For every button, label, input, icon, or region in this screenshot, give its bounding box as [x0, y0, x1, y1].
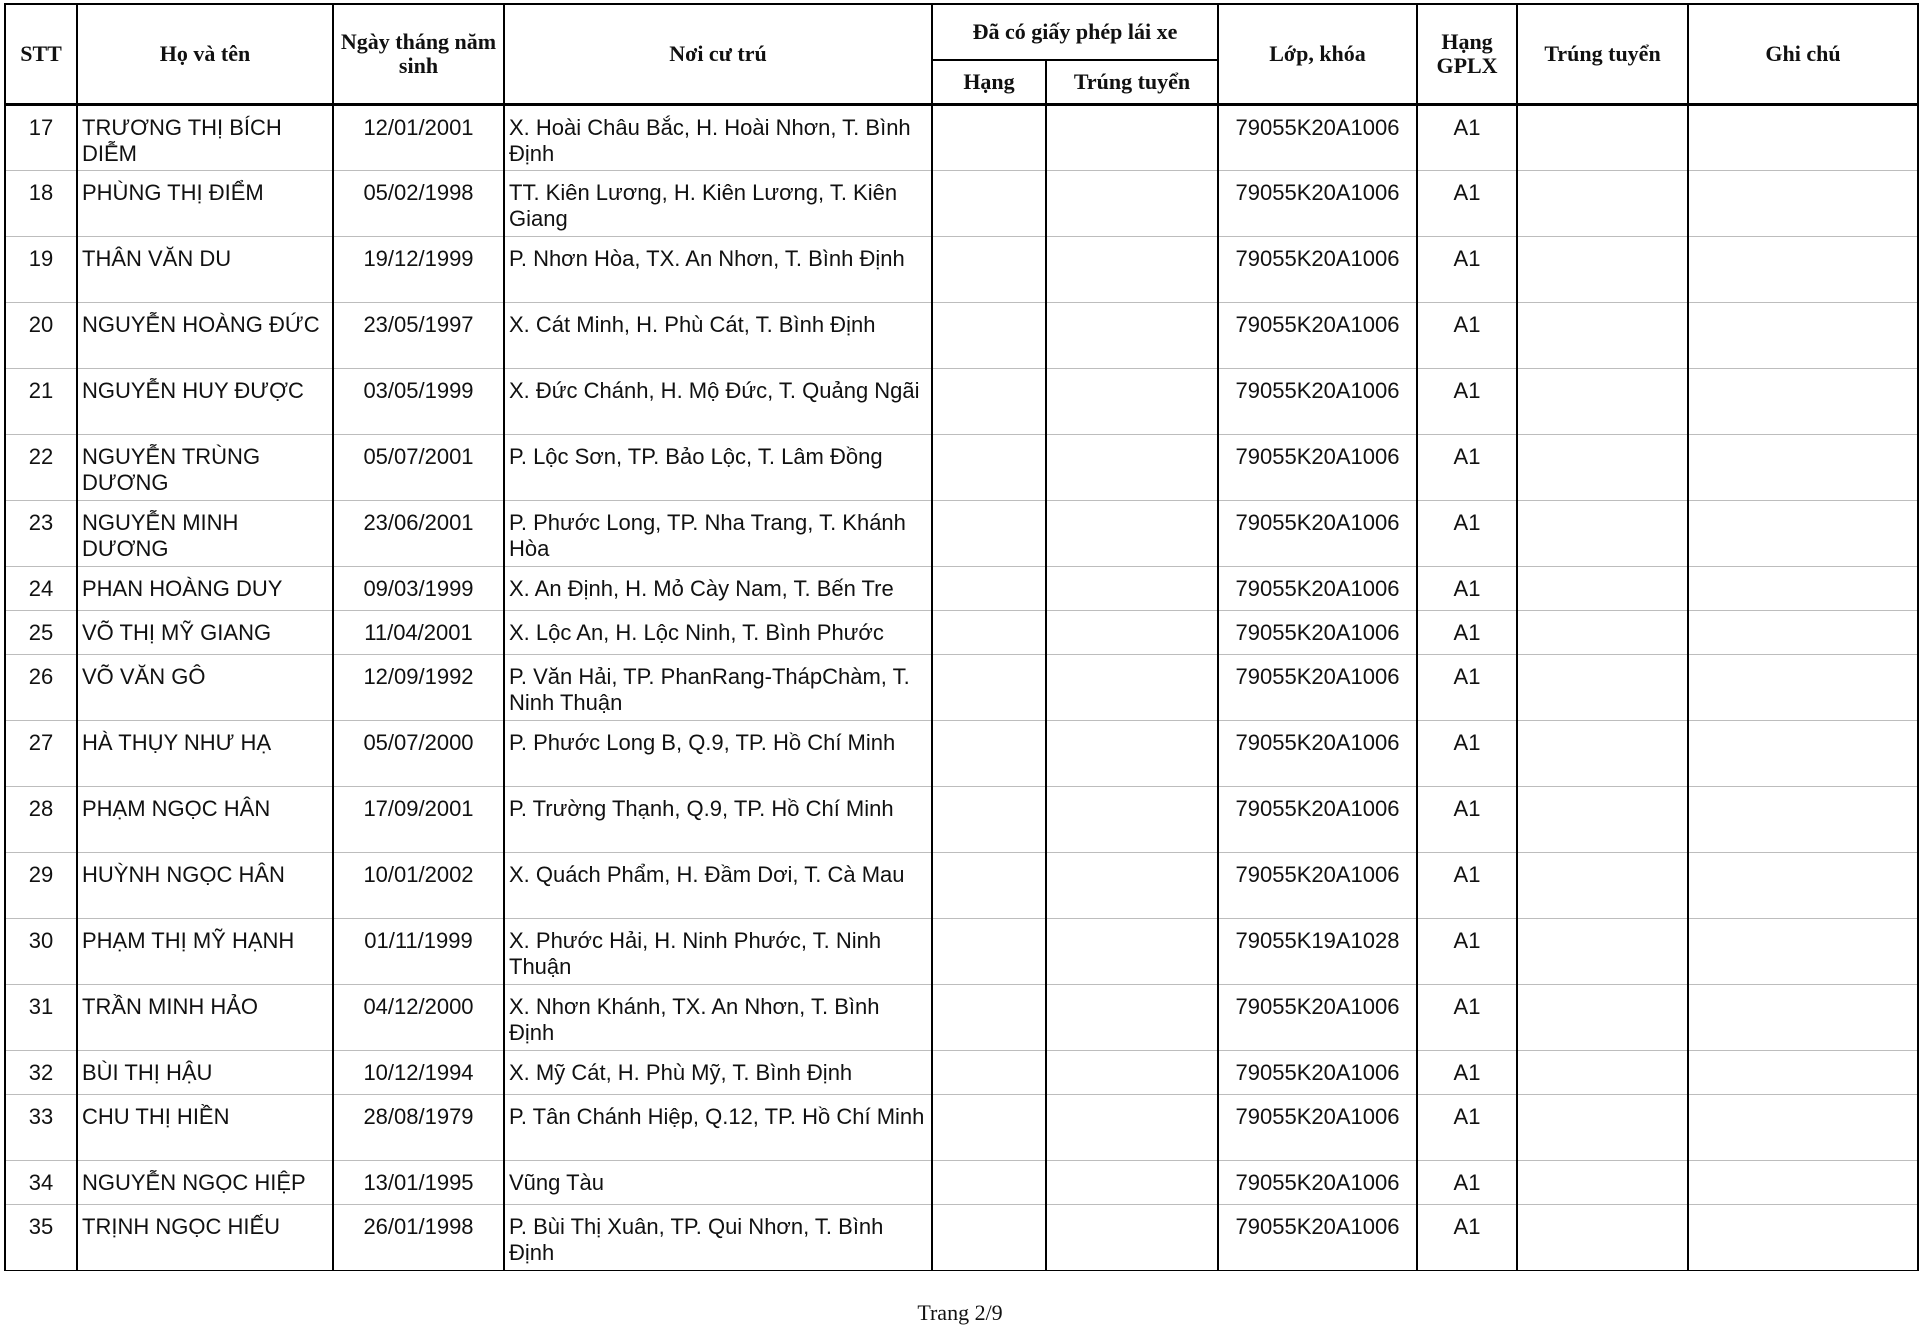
cell-gplx: A1	[1417, 435, 1517, 501]
cell-passed	[1517, 985, 1688, 1051]
cell-address: P. Phước Long, TP. Nha Trang, T. Khánh Hòa	[504, 501, 932, 567]
table-row	[5, 1051, 1918, 1095]
cell-license-passed	[1046, 1051, 1218, 1095]
table-row	[5, 1161, 1918, 1205]
cell-note	[1688, 655, 1918, 721]
table-row	[5, 853, 1918, 919]
cell-address: X. Nhơn Khánh, TX. An Nhơn, T. Bình Định	[504, 985, 932, 1051]
cell-stt: 35	[5, 1205, 77, 1271]
cell-license-rank	[932, 853, 1046, 919]
table-row	[5, 1095, 1918, 1161]
cell-license-passed	[1046, 1095, 1218, 1161]
header-license-rank: Hạng	[932, 60, 1046, 105]
cell-dob: 12/01/2001	[333, 105, 504, 171]
cell-class: 79055K20A1006	[1218, 611, 1417, 655]
cell-passed	[1517, 611, 1688, 655]
cell-license-rank	[932, 237, 1046, 303]
cell-note	[1688, 237, 1918, 303]
cell-name: PHÙNG THỊ ĐIỂM	[77, 171, 333, 237]
cell-stt: 23	[5, 501, 77, 567]
cell-dob: 10/01/2002	[333, 853, 504, 919]
cell-license-rank	[932, 1161, 1046, 1205]
cell-note	[1688, 853, 1918, 919]
cell-class: 79055K20A1006	[1218, 787, 1417, 853]
cell-gplx: A1	[1417, 655, 1517, 721]
cell-license-passed	[1046, 853, 1218, 919]
cell-passed	[1517, 435, 1688, 501]
table-row	[5, 501, 1918, 567]
cell-license-rank	[932, 171, 1046, 237]
table-row	[5, 369, 1918, 435]
cell-license-passed	[1046, 919, 1218, 985]
page-number: Trang 2/9	[917, 1300, 1003, 1325]
cell-class: 79055K20A1006	[1218, 853, 1417, 919]
cell-license-passed	[1046, 611, 1218, 655]
cell-address: X. Đức Chánh, H. Mộ Đức, T. Quảng Ngãi	[504, 369, 932, 435]
cell-license-rank	[932, 919, 1046, 985]
cell-passed	[1517, 853, 1688, 919]
cell-dob: 04/12/2000	[333, 985, 504, 1051]
cell-license-passed	[1046, 721, 1218, 787]
cell-address: X. An Định, H. Mỏ Cày Nam, T. Bến Tre	[504, 567, 932, 611]
cell-dob: 23/05/1997	[333, 303, 504, 369]
table-row	[5, 655, 1918, 721]
cell-license-rank	[932, 501, 1046, 567]
cell-stt: 32	[5, 1051, 77, 1095]
cell-dob: 05/02/1998	[333, 171, 504, 237]
cell-stt: 30	[5, 919, 77, 985]
cell-dob: 17/09/2001	[333, 787, 504, 853]
header-license-group: Đã có giấy phép lái xe	[932, 4, 1218, 60]
table-row	[5, 171, 1918, 237]
cell-class: 79055K20A1006	[1218, 985, 1417, 1051]
cell-class: 79055K19A1028	[1218, 919, 1417, 985]
cell-note	[1688, 369, 1918, 435]
cell-passed	[1517, 171, 1688, 237]
cell-gplx: A1	[1417, 1095, 1517, 1161]
cell-name: TRƯƠNG THỊ BÍCH DIỄM	[77, 105, 333, 171]
cell-dob: 10/12/1994	[333, 1051, 504, 1095]
cell-class: 79055K20A1006	[1218, 501, 1417, 567]
cell-stt: 33	[5, 1095, 77, 1161]
cell-gplx: A1	[1417, 237, 1517, 303]
header-class: Lớp, khóa	[1218, 4, 1417, 105]
cell-passed	[1517, 1051, 1688, 1095]
cell-passed	[1517, 919, 1688, 985]
cell-passed	[1517, 721, 1688, 787]
cell-license-rank	[932, 369, 1046, 435]
cell-stt: 20	[5, 303, 77, 369]
header-note: Ghi chú	[1688, 4, 1918, 105]
cell-passed	[1517, 1161, 1688, 1205]
cell-license-rank	[932, 1095, 1046, 1161]
header-address: Nơi cư trú	[504, 4, 932, 105]
cell-license-passed	[1046, 369, 1218, 435]
cell-note	[1688, 1161, 1918, 1205]
cell-gplx: A1	[1417, 369, 1517, 435]
cell-note	[1688, 435, 1918, 501]
cell-dob: 28/08/1979	[333, 1095, 504, 1161]
cell-gplx: A1	[1417, 919, 1517, 985]
cell-license-rank	[932, 105, 1046, 171]
header-passed: Trúng tuyển	[1517, 4, 1688, 105]
table-row	[5, 1205, 1918, 1271]
cell-passed	[1517, 237, 1688, 303]
cell-class: 79055K20A1006	[1218, 369, 1417, 435]
cell-dob: 03/05/1999	[333, 369, 504, 435]
cell-license-rank	[932, 567, 1046, 611]
cell-class: 79055K20A1006	[1218, 303, 1417, 369]
cell-stt: 24	[5, 567, 77, 611]
cell-name: PHAN HOÀNG DUY	[77, 567, 333, 611]
cell-note	[1688, 787, 1918, 853]
cell-license-rank	[932, 787, 1046, 853]
cell-class: 79055K20A1006	[1218, 721, 1417, 787]
cell-passed	[1517, 105, 1688, 171]
cell-note	[1688, 501, 1918, 567]
cell-stt: 21	[5, 369, 77, 435]
cell-stt: 27	[5, 721, 77, 787]
cell-dob: 09/03/1999	[333, 567, 504, 611]
cell-dob: 11/04/2001	[333, 611, 504, 655]
cell-note	[1688, 611, 1918, 655]
cell-gplx: A1	[1417, 303, 1517, 369]
cell-passed	[1517, 1095, 1688, 1161]
cell-passed	[1517, 369, 1688, 435]
cell-note	[1688, 1051, 1918, 1095]
roster-table	[4, 3, 1919, 1271]
cell-passed	[1517, 567, 1688, 611]
cell-name: CHU THỊ HIỀN	[77, 1095, 333, 1161]
header-dob: Ngày tháng năm sinh	[333, 4, 504, 105]
cell-gplx: A1	[1417, 567, 1517, 611]
cell-address: TT. Kiên Lương, H. Kiên Lương, T. Kiên Giang	[504, 171, 932, 237]
cell-note	[1688, 171, 1918, 237]
cell-stt: 18	[5, 171, 77, 237]
table-row	[5, 611, 1918, 655]
table-row	[5, 567, 1918, 611]
cell-dob: 05/07/2000	[333, 721, 504, 787]
cell-license-passed	[1046, 435, 1218, 501]
cell-dob: 26/01/1998	[333, 1205, 504, 1271]
cell-class: 79055K20A1006	[1218, 567, 1417, 611]
cell-gplx: A1	[1417, 787, 1517, 853]
cell-gplx: A1	[1417, 171, 1517, 237]
cell-name: NGUYỄN TRÙNG DƯƠNG	[77, 435, 333, 501]
cell-license-rank	[932, 721, 1046, 787]
cell-dob: 19/12/1999	[333, 237, 504, 303]
header-license-passed: Trúng tuyển	[1046, 60, 1218, 105]
cell-address: X. Cát Minh, H. Phù Cát, T. Bình Định	[504, 303, 932, 369]
cell-dob: 12/09/1992	[333, 655, 504, 721]
cell-note	[1688, 1205, 1918, 1271]
cell-name: TRẦN MINH HẢO	[77, 985, 333, 1051]
cell-passed	[1517, 787, 1688, 853]
cell-address: P. Bùi Thị Xuân, TP. Qui Nhơn, T. Bình Định	[504, 1205, 932, 1271]
cell-class: 79055K20A1006	[1218, 1205, 1417, 1271]
table-row	[5, 721, 1918, 787]
cell-stt: 19	[5, 237, 77, 303]
cell-stt: 26	[5, 655, 77, 721]
cell-note	[1688, 567, 1918, 611]
cell-gplx: A1	[1417, 721, 1517, 787]
cell-gplx: A1	[1417, 1051, 1517, 1095]
cell-name: NGUYỄN HUY ĐƯỢC	[77, 369, 333, 435]
cell-passed	[1517, 1205, 1688, 1271]
table-row	[5, 303, 1918, 369]
cell-license-passed	[1046, 655, 1218, 721]
cell-stt: 29	[5, 853, 77, 919]
cell-gplx: A1	[1417, 105, 1517, 171]
cell-passed	[1517, 655, 1688, 721]
table-row	[5, 237, 1918, 303]
cell-class: 79055K20A1006	[1218, 171, 1417, 237]
cell-address: X. Phước Hải, H. Ninh Phước, T. Ninh Thuận	[504, 919, 932, 985]
cell-passed	[1517, 303, 1688, 369]
cell-address: P. Văn Hải, TP. PhanRang-ThápChàm, T. Ninh Thuận	[504, 655, 932, 721]
cell-stt: 22	[5, 435, 77, 501]
cell-stt: 28	[5, 787, 77, 853]
cell-license-rank	[932, 611, 1046, 655]
cell-class: 79055K20A1006	[1218, 655, 1417, 721]
cell-license-passed	[1046, 985, 1218, 1051]
cell-gplx: A1	[1417, 611, 1517, 655]
cell-license-passed	[1046, 1161, 1218, 1205]
cell-note	[1688, 1095, 1918, 1161]
cell-address: P. Tân Chánh Hiệp, Q.12, TP. Hồ Chí Minh	[504, 1095, 932, 1161]
cell-name: HUỲNH NGỌC HÂN	[77, 853, 333, 919]
cell-address: P. Phước Long B, Q.9, TP. Hồ Chí Minh	[504, 721, 932, 787]
cell-name: VÕ THỊ MỸ GIANG	[77, 611, 333, 655]
cell-dob: 23/06/2001	[333, 501, 504, 567]
cell-name: BÙI THỊ HẬU	[77, 1051, 333, 1095]
cell-license-passed	[1046, 501, 1218, 567]
cell-gplx: A1	[1417, 501, 1517, 567]
cell-address: Vũng Tàu	[504, 1161, 932, 1205]
cell-name: HÀ THỤY NHƯ HẠ	[77, 721, 333, 787]
cell-gplx: A1	[1417, 1205, 1517, 1271]
table-row	[5, 105, 1918, 171]
cell-class: 79055K20A1006	[1218, 1051, 1417, 1095]
cell-stt: 17	[5, 105, 77, 171]
table-row	[5, 985, 1918, 1051]
cell-name: PHẠM THỊ MỸ HẠNH	[77, 919, 333, 985]
cell-dob: 05/07/2001	[333, 435, 504, 501]
cell-name: NGUYỄN HOÀNG ĐỨC	[77, 303, 333, 369]
cell-class: 79055K20A1006	[1218, 105, 1417, 171]
cell-license-passed	[1046, 237, 1218, 303]
cell-name: THÂN VĂN DU	[77, 237, 333, 303]
cell-dob: 13/01/1995	[333, 1161, 504, 1205]
cell-gplx: A1	[1417, 985, 1517, 1051]
cell-class: 79055K20A1006	[1218, 1161, 1417, 1205]
header-gplx: Hạng GPLX	[1417, 4, 1517, 105]
cell-gplx: A1	[1417, 853, 1517, 919]
cell-license-rank	[932, 655, 1046, 721]
cell-license-rank	[932, 435, 1046, 501]
cell-address: P. Trường Thạnh, Q.9, TP. Hồ Chí Minh	[504, 787, 932, 853]
cell-passed	[1517, 501, 1688, 567]
cell-note	[1688, 105, 1918, 171]
cell-license-passed	[1046, 303, 1218, 369]
cell-name: NGUYỄN MINH DƯƠNG	[77, 501, 333, 567]
cell-license-passed	[1046, 1205, 1218, 1271]
cell-name: PHẠM NGỌC HÂN	[77, 787, 333, 853]
cell-stt: 25	[5, 611, 77, 655]
cell-license-passed	[1046, 567, 1218, 611]
cell-license-rank	[932, 1051, 1046, 1095]
header-name: Họ và tên	[77, 4, 333, 105]
cell-license-passed	[1046, 171, 1218, 237]
cell-license-passed	[1046, 105, 1218, 171]
cell-stt: 31	[5, 985, 77, 1051]
cell-address: X. Quách Phẩm, H. Đầm Dơi, T. Cà Mau	[504, 853, 932, 919]
cell-name: VÕ VĂN GÔ	[77, 655, 333, 721]
cell-address: P. Nhơn Hòa, TX. An Nhơn, T. Bình Định	[504, 237, 932, 303]
cell-class: 79055K20A1006	[1218, 435, 1417, 501]
header-stt: STT	[5, 4, 77, 105]
cell-class: 79055K20A1006	[1218, 1095, 1417, 1161]
cell-dob: 01/11/1999	[333, 919, 504, 985]
cell-address: X. Mỹ Cát, H. Phù Mỹ, T. Bình Định	[504, 1051, 932, 1095]
cell-stt: 34	[5, 1161, 77, 1205]
cell-license-rank	[932, 1205, 1046, 1271]
cell-gplx: A1	[1417, 1161, 1517, 1205]
cell-address: X. Hoài Châu Bắc, H. Hoài Nhơn, T. Bình Định	[504, 105, 932, 171]
cell-address: X. Lộc An, H. Lộc Ninh, T. Bình Phước	[504, 611, 932, 655]
cell-note	[1688, 985, 1918, 1051]
cell-license-rank	[932, 985, 1046, 1051]
table-row	[5, 787, 1918, 853]
cell-address: P. Lộc Sơn, TP. Bảo Lộc, T. Lâm Đồng	[504, 435, 932, 501]
table-row	[5, 435, 1918, 501]
cell-license-rank	[932, 303, 1046, 369]
cell-note	[1688, 721, 1918, 787]
cell-note	[1688, 919, 1918, 985]
table-row	[5, 919, 1918, 985]
cell-name: TRỊNH NGỌC HIẾU	[77, 1205, 333, 1271]
cell-class: 79055K20A1006	[1218, 237, 1417, 303]
cell-name: NGUYỄN NGỌC HIỆP	[77, 1161, 333, 1205]
cell-license-passed	[1046, 787, 1218, 853]
roster-rows	[5, 105, 1918, 1271]
cell-note	[1688, 303, 1918, 369]
